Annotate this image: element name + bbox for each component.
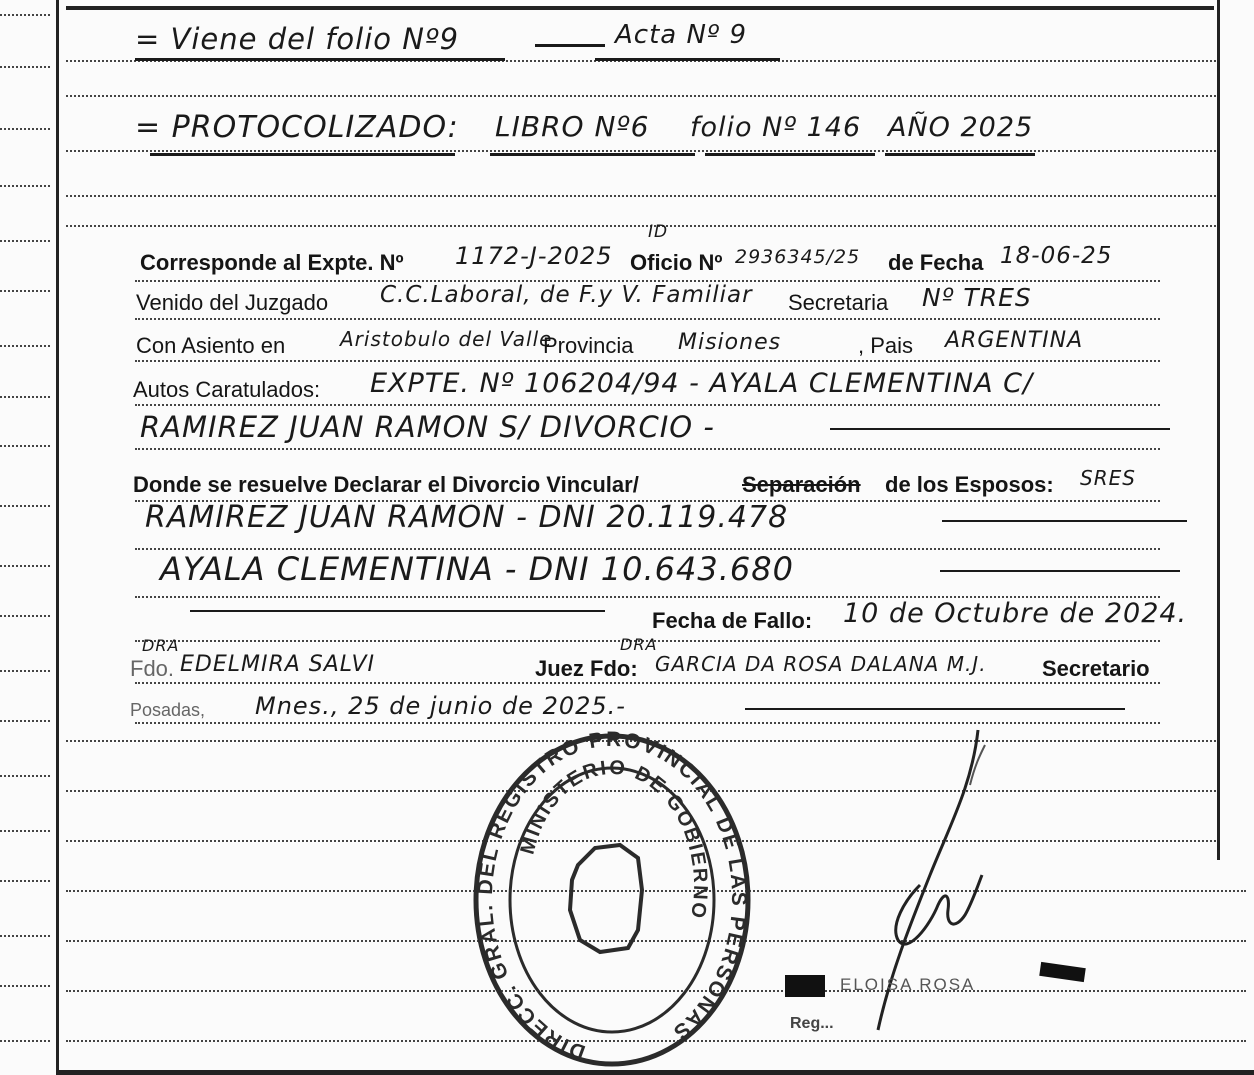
libro-number: LIBRO Nº6 [495,110,650,143]
pais-value: ARGENTINA [945,328,1084,353]
autos-line-1: EXPTE. Nº 106204/94 - AYALA CLEMENTINA C/ [370,368,1034,399]
expte-value: 1172-J-2025 [455,242,613,270]
secretario-name: GARCIA DA ROSA DALANA M.J. [655,652,987,676]
fecha-fallo-label: Fecha de Fallo: [652,608,813,633]
autos-line-2: RAMIREZ JUAN RAMON S/ DIVORCIO - [140,410,715,444]
top-border [66,6,1214,10]
provincia-label: Provincia [543,333,634,358]
juez-name: EDELMIRA SALVI [180,652,376,677]
acta-number: Acta Nº 9 [615,20,747,50]
secretario-annotation: DRA [620,635,658,654]
stamp-mark [785,975,825,997]
separacion-struck: Separación [742,472,861,497]
margin-border [56,0,59,1075]
province-map-emblem [570,845,642,952]
seal-outer-text: DIRECC. GRAL. DEL REGISTRO PROVINCIAL DE LAS PERSONAS [473,730,751,1064]
posadas-date: Mnes., 25 de junio de 2025.- [255,692,626,720]
corresponde-label: Corresponde al Expte. Nº [140,250,404,275]
donde-label: Donde se resuelve Declarar el Divorcio Vincular/ [133,472,639,497]
oficio-value: 2936345/25 [735,246,861,268]
esposo-1: RAMIREZ JUAN RAMON - DNI 20.119.478 [145,500,789,535]
stamp-name: ELOISA ROSA [840,975,976,994]
secretaria-label: Secretaria [788,290,889,315]
fecha-label: de Fecha [888,250,984,275]
pais-label: , Pais [858,333,914,358]
esposos-annotation: SRES [1080,466,1136,490]
seal-inner-text: MINISTERIO DE GOBIERNO [516,756,712,922]
official-seal [470,730,755,1070]
left-margin [0,0,62,1075]
right-border [1217,0,1220,860]
esposo-2: AYALA CLEMENTINA - DNI 10.643.680 [160,550,794,588]
viene-del-folio: = Viene del folio Nº9 [135,22,460,56]
stamp-mark-right [1039,962,1086,982]
fecha-fallo-value: 10 de Octubre de 2024. [843,598,1188,629]
esposos-label: de los Esposos: [885,472,1054,497]
juez-annotation: DRA [142,636,180,655]
protocolizado-label: = PROTOCOLIZADO: [135,110,459,145]
oficio-label: Oficio Nº [630,250,723,275]
stamp-line-2: Reg... [790,1015,834,1032]
oficio-annotation: ID [648,222,669,242]
fdo-label: Fdo. [130,656,175,681]
asiento-label: Con Asiento en [136,333,286,358]
anio: AÑO 2025 [888,112,1034,143]
fecha-value: 18-06-25 [1000,243,1113,269]
autos-label: Autos Caratulados: [133,377,321,402]
asiento-value: Aristobulo del Valle [340,327,553,351]
secretaria-value: Nº TRES [922,283,1032,312]
juez-label: Juez Fdo: [535,656,638,681]
posadas-label: Posadas, [130,700,206,720]
provincia-value: Misiones [678,330,782,355]
secretario-label: Secretario [1042,656,1150,681]
juzgado-value: C.C.Laboral, de F.y V. Familiar [380,282,753,308]
venido-label: Venido del Juzgado [136,290,329,315]
bottom-border [56,1070,1254,1075]
folio-number: folio Nº 146 [690,112,862,143]
